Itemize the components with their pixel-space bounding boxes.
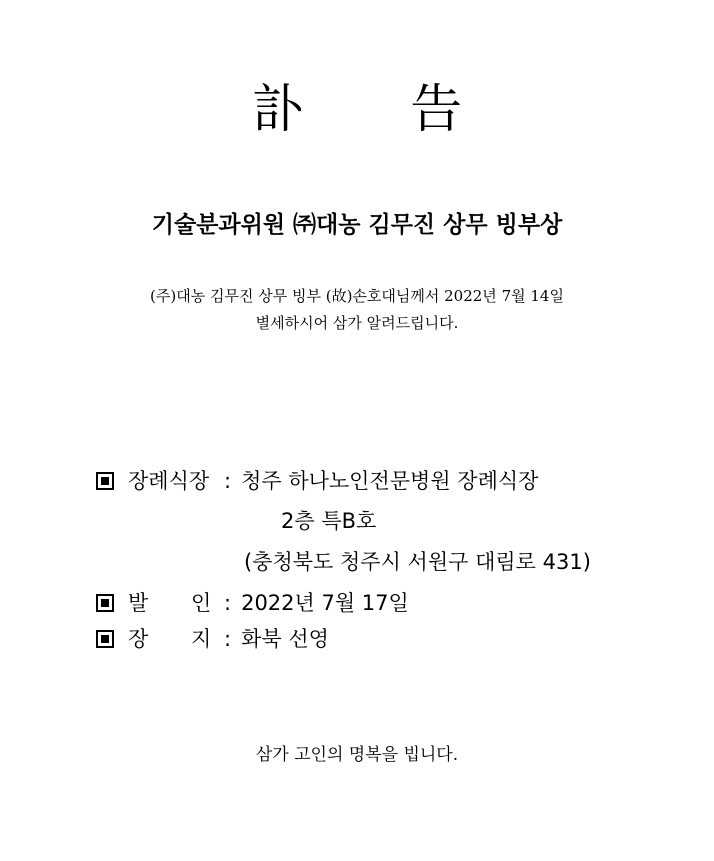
page-title: 訃 告 [251,80,463,140]
funeral-hall-label: 장례식장 [128,469,210,493]
subtitle: 기술분과위원 ㈜대농 김무진 상무 빙부상 [151,212,563,238]
funeral-hall-room: 2층 특B호 [281,509,377,533]
departure-row [96,587,409,619]
departure-value: 2022년 7월 17일 [241,591,409,615]
departure-colon: : [224,591,232,615]
square-bullet-icon [96,472,114,490]
funeral-hall-value: 청주 하나노인전문병원 장례식장 [241,469,539,493]
announcement-line-1: (주)대농 김무진 상무 빙부 (故)손호대님께서 2022년 7월 14일 [150,287,564,305]
burial-value: 화북 선영 [241,627,329,651]
announcement-line-2: 별세하시어 삼가 알려드립니다. [255,314,459,332]
closing-message: 삼가 고인의 명복을 빕니다. [255,745,459,765]
square-bullet-icon [96,594,114,612]
funeral-hall-colon: : [224,469,232,493]
departure-label: 발 인 [128,591,212,615]
burial-label: 장 지 [128,627,212,651]
square-bullet-icon [96,630,114,648]
announcement [0,283,714,337]
funeral-hall-address: (충청북도 청주시 서원구 대림로 431) [244,550,591,574]
burial-row [96,623,329,655]
funeral-hall-row [96,465,538,497]
burial-colon: : [224,627,232,651]
